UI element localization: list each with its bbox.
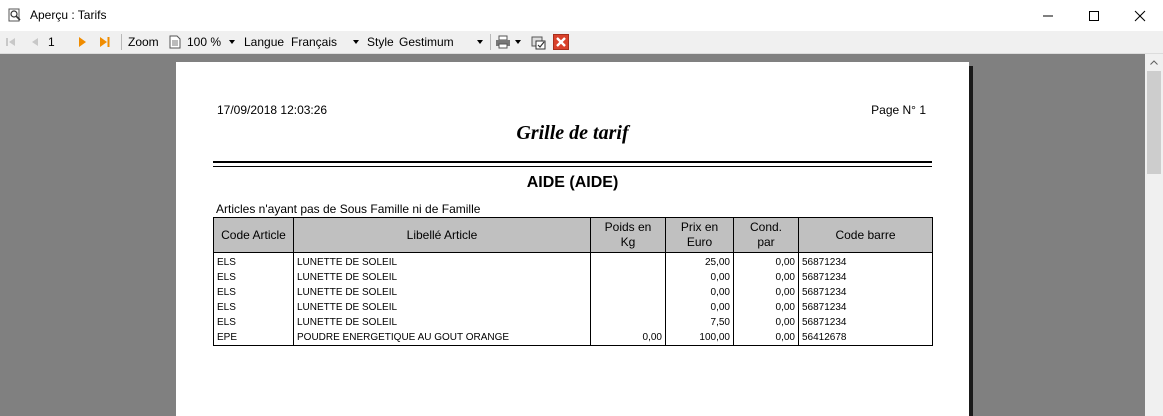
zoom-value: 100 % — [187, 35, 222, 49]
cell-label: LUNETTE DE SOLEIL — [294, 253, 591, 271]
cell-weight — [591, 315, 666, 330]
chevron-down-icon — [515, 40, 521, 44]
report-page — [176, 62, 969, 416]
page-number-label: Page N° 1 — [871, 103, 926, 117]
scroll-thumb[interactable] — [1147, 71, 1161, 174]
cell-barcode: 56871234 — [799, 315, 933, 330]
language-label: Langue — [244, 35, 285, 49]
section-heading: AIDE (AIDE) — [526, 174, 619, 191]
cell-code: ELS — [214, 285, 294, 300]
cell-cond: 0,00 — [734, 253, 799, 271]
print-menu-button[interactable] — [515, 31, 521, 53]
header-cond-line2: par — [757, 235, 775, 249]
language-value: Français — [291, 35, 338, 49]
chevron-down-icon — [477, 40, 483, 44]
vertical-scrollbar[interactable] — [1145, 54, 1163, 416]
header-cond — [734, 218, 799, 253]
cell-cond: 0,00 — [734, 330, 799, 346]
next-page-button[interactable] — [77, 31, 87, 53]
cell-barcode: 56412678 — [799, 330, 933, 346]
maximize-icon — [1088, 10, 1100, 22]
cell-label: LUNETTE DE SOLEIL — [294, 285, 591, 300]
previous-page-button[interactable] — [30, 31, 40, 53]
first-page-button[interactable] — [5, 31, 17, 53]
next-page-icon — [77, 36, 87, 48]
cell-weight — [591, 285, 666, 300]
print-button[interactable] — [495, 31, 511, 53]
print-date: 17/09/2018 12:03:26 — [217, 103, 328, 117]
cell-cond: 0,00 — [734, 285, 799, 300]
cell-price: 7,50 — [666, 315, 734, 330]
cell-weight: 0,00 — [591, 330, 666, 346]
cell-cond: 0,00 — [734, 270, 799, 285]
maximize-button[interactable] — [1071, 0, 1117, 31]
style-select[interactable] — [399, 33, 485, 51]
first-page-icon — [5, 36, 17, 48]
close-window-button[interactable] — [1117, 0, 1163, 31]
preview-viewport[interactable] — [0, 54, 1145, 416]
header-prix-line1: Prix en — [680, 220, 719, 234]
print-setup-button[interactable] — [530, 31, 546, 53]
cell-barcode: 56871234 — [799, 270, 933, 285]
cell-price: 100,00 — [666, 330, 734, 346]
minimize-button[interactable] — [1025, 0, 1071, 31]
printer-icon — [495, 35, 511, 49]
header-code-article: Code Article — [214, 218, 294, 253]
table-row — [214, 285, 933, 300]
table-row — [214, 315, 933, 330]
zoom-label: Zoom — [128, 35, 159, 49]
cell-price: 0,00 — [666, 270, 734, 285]
cell-label: LUNETTE DE SOLEIL — [294, 270, 591, 285]
title-rule-thick — [213, 161, 932, 163]
header-prix-line2: Euro — [686, 235, 713, 249]
page-icon — [169, 35, 181, 49]
last-page-icon — [99, 36, 111, 48]
cell-price: 0,00 — [666, 285, 734, 300]
cell-price: 25,00 — [666, 253, 734, 271]
style-value: Gestimum — [399, 35, 454, 49]
group-subtitle: Articles n'ayant pas de Sous Famille ni de Famille — [216, 202, 481, 216]
cell-barcode: 56871234 — [799, 300, 933, 315]
toolbar-separator — [121, 34, 122, 50]
cell-barcode: 56871234 — [799, 253, 933, 271]
header-code-barre: Code barre — [799, 218, 933, 253]
cell-code: ELS — [214, 270, 294, 285]
style-label: Style — [367, 35, 394, 49]
cell-barcode: 56871234 — [799, 285, 933, 300]
table-row — [214, 253, 933, 271]
title-bar — [0, 0, 1163, 32]
header-prix — [666, 218, 734, 253]
table-row — [214, 330, 933, 346]
cell-weight — [591, 300, 666, 315]
preview-toolbar — [0, 31, 1163, 54]
cell-cond: 0,00 — [734, 315, 799, 330]
scroll-up-icon[interactable] — [1150, 60, 1158, 65]
document-title: Grille de tarif — [516, 122, 629, 144]
cell-label: LUNETTE DE SOLEIL — [294, 300, 591, 315]
print-setup-icon — [530, 34, 546, 50]
preview-magnifier-icon — [8, 8, 22, 22]
header-libelle-article: Libellé Article — [294, 218, 591, 253]
price-table — [213, 217, 933, 346]
cell-code: EPE — [214, 330, 294, 346]
cell-price: 0,00 — [666, 300, 734, 315]
last-page-button[interactable] — [99, 31, 111, 53]
cell-weight — [591, 253, 666, 271]
chevron-down-icon — [229, 40, 235, 44]
cell-cond: 0,00 — [734, 300, 799, 315]
cell-code: ELS — [214, 315, 294, 330]
header-poids-line1: Poids en — [604, 220, 652, 234]
close-red-icon — [553, 34, 569, 50]
cell-code: ELS — [214, 300, 294, 315]
cell-label: LUNETTE DE SOLEIL — [294, 315, 591, 330]
minimize-icon — [1042, 10, 1054, 22]
window-title: Aperçu : Tarifs — [30, 8, 107, 22]
chevron-down-icon — [353, 40, 359, 44]
page-number-field[interactable] — [48, 31, 55, 53]
cell-code: ELS — [214, 253, 294, 271]
table-row — [214, 300, 933, 315]
cell-weight — [591, 270, 666, 285]
toolbar-separator — [490, 34, 491, 50]
page-number-value: 1 — [48, 35, 55, 49]
close-preview-button[interactable] — [553, 31, 569, 53]
close-icon — [1134, 10, 1146, 22]
table-row — [214, 270, 933, 285]
zoom-select[interactable] — [187, 33, 237, 51]
title-rule-thin — [213, 166, 932, 167]
page-icon-holder — [169, 31, 181, 53]
header-cond-line1: Cond. — [749, 220, 783, 234]
language-select[interactable] — [291, 33, 361, 51]
header-poids — [591, 218, 666, 253]
header-poids-line2: Kg — [620, 235, 636, 249]
cell-label: POUDRE ENERGETIQUE AU GOUT ORANGE — [294, 330, 591, 346]
previous-page-icon — [30, 36, 40, 48]
